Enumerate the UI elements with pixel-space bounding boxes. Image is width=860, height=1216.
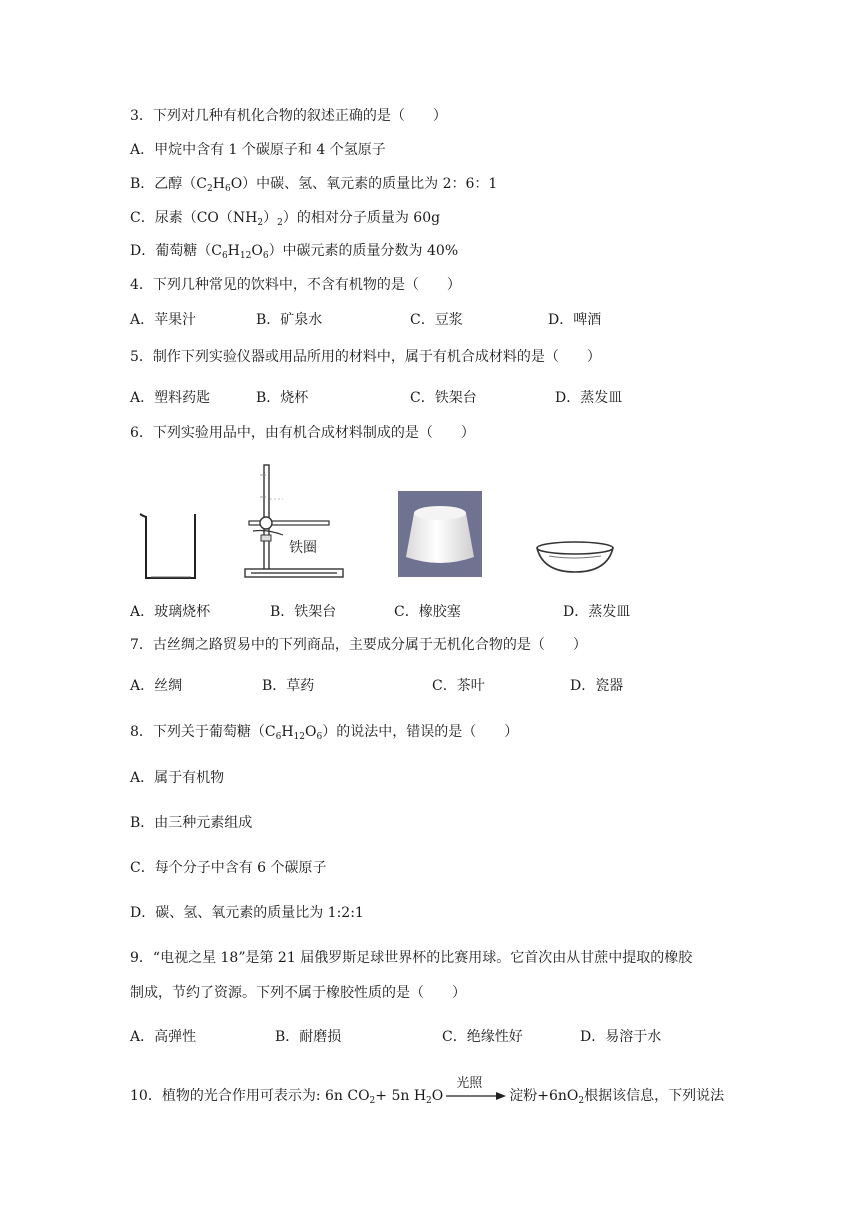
q3-option-b: B．乙醇$(C_2H_6O)$中碳、氢、氧元素的质量比为 2：6：1 bbox=[130, 176, 498, 194]
evaporating-dish-image bbox=[533, 538, 617, 578]
q4-option-a: A．苹果汁 bbox=[130, 312, 197, 328]
q9-stem-line1: 9．“电视之星 18”是第 21 届俄罗斯足球世界杯的比赛用球。它首次由从甘蔗中提取的橡胶 bbox=[130, 950, 693, 966]
q4-option-d: D．啤酒 bbox=[548, 312, 602, 328]
q8-option-b: B．由三种元素组成 bbox=[130, 815, 253, 831]
q8-option-a: A．属于有机物 bbox=[130, 770, 225, 786]
q10-stem: 10．植物的光合作用可表示为: 6n $CO_2+ 5n$ $H_2O$ 光照 淀粉$+6nO_2$根据该信息，下列说法 bbox=[130, 1076, 725, 1106]
q5-option-c: C．铁架台 bbox=[410, 390, 477, 406]
q9-option-b: B．耐磨损 bbox=[275, 1029, 342, 1045]
q7-stem: 7．古丝绸之路贸易中的下列商品，主要成分属于无机化合物的是（ ） bbox=[130, 637, 587, 653]
q5-stem: 5．制作下列实验仪器或用品所用的材料中，属于有机合成材料的是（ ） bbox=[130, 349, 601, 365]
q7-option-a: A．丝绸 bbox=[130, 678, 183, 694]
q6-option-b: B．铁架台 bbox=[270, 604, 337, 620]
q9-stem-line2: 制成，节约了资源。下列不属于橡胶性质的是（ ） bbox=[130, 985, 466, 1001]
rubber-stopper-image bbox=[398, 491, 482, 577]
q6-option-a: A．玻璃烧杯 bbox=[130, 604, 211, 620]
q3-option-c: C．尿素$(CO(NH_2)_2)$的相对分子质量为 60g bbox=[130, 210, 441, 228]
q4-option-c: C．豆浆 bbox=[410, 312, 463, 328]
q7-option-d: D．瓷器 bbox=[570, 678, 624, 694]
reaction-arrow bbox=[444, 1076, 508, 1106]
q4-option-b: B．矿泉水 bbox=[256, 312, 323, 328]
q9-option-d: D．易溶于水 bbox=[580, 1029, 662, 1045]
q6-option-c: C．橡胶塞 bbox=[394, 604, 461, 620]
iron-ring-label: 铁圈 bbox=[289, 540, 317, 556]
q7-option-b: B．草药 bbox=[262, 678, 315, 694]
q8-option-c: C．每个分子中含有 6 个碳原子 bbox=[130, 860, 327, 876]
q5-option-a: A．塑料药匙 bbox=[130, 390, 211, 406]
q6-option-d: D．蒸发皿 bbox=[563, 604, 631, 620]
q4-stem: 4．下列几种常见的饮料中，不含有机物的是（ ） bbox=[130, 277, 461, 293]
q3-stem: 3．下列对几种有机化合物的叙述正确的是（ ） bbox=[130, 108, 447, 124]
beaker-image bbox=[137, 508, 201, 582]
q5-option-b: B．烧杯 bbox=[256, 390, 309, 406]
reaction-condition-label: 光照 bbox=[456, 1076, 483, 1091]
q9-option-c: C．绝缘性好 bbox=[442, 1029, 523, 1045]
q5-option-d: D．蒸发皿 bbox=[555, 390, 623, 406]
q8-option-d: D．碳、氢、氧元素的质量比为 1:2:1 bbox=[130, 905, 364, 921]
q3-option-a: A．甲烷中含有 1 个碳原子和 4 个氢原子 bbox=[130, 142, 386, 158]
q6-stem: 6．下列实验用品中，由有机合成材料制成的是（ ） bbox=[130, 425, 475, 441]
q3-option-d: D．葡萄糖$(C_6H_{12}O_6)$中碳元素的质量分数为 40% bbox=[130, 243, 459, 261]
q7-option-c: C．茶叶 bbox=[432, 678, 485, 694]
q8-stem: 8．下列关于葡萄糖$(C_6H_{12}O_6)$的说法中，错误的是（ ） bbox=[130, 724, 519, 742]
iron-stand-image bbox=[243, 463, 348, 581]
q9-option-a: A．高弹性 bbox=[130, 1029, 197, 1045]
